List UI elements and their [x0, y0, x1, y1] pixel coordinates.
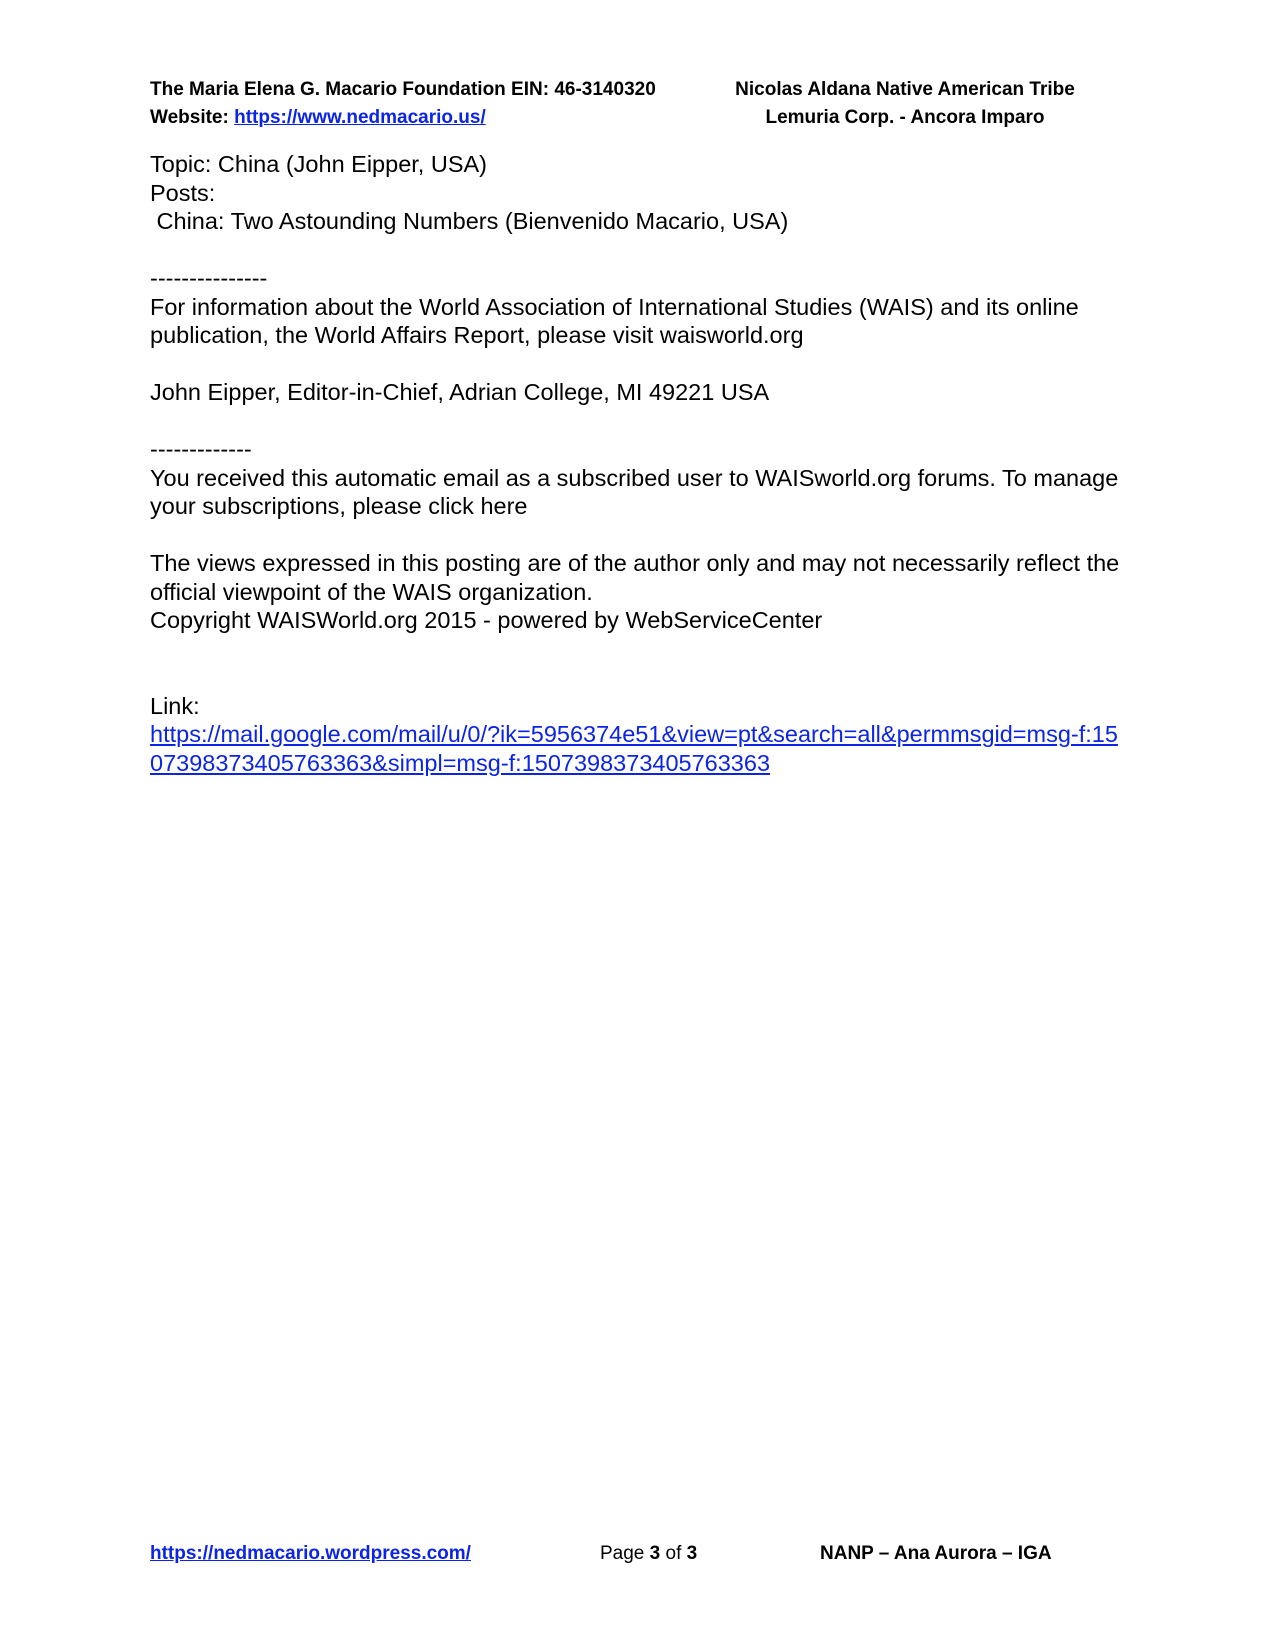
separator-1: ---------------: [150, 265, 268, 291]
website-line: [150, 104, 656, 132]
corp-line: Lemuria Corp. - Ancora Imparo: [765, 107, 1045, 128]
posts-label: Posts:: [150, 179, 216, 206]
document-body: [150, 150, 1125, 777]
page-of: of: [660, 1543, 687, 1564]
editor-line: John Eipper, Editor-in-Chief, Adrian College, MI 49221 USA: [150, 379, 770, 405]
header-right: [700, 76, 1110, 132]
tribe-line: Nicolas Aldana Native American Tribe: [735, 79, 1075, 100]
website-label: Website:: [150, 107, 235, 128]
copyright-line: Copyright WAISWorld.org 2015 - powered by WebServiceCenter: [150, 607, 823, 633]
topic-line: Topic: China (John Eipper, USA): [150, 151, 487, 177]
page-total: 3: [686, 1543, 698, 1564]
page-current: 3: [649, 1543, 661, 1564]
page-number: [600, 1540, 697, 1568]
footer-right: NANP – Ana Aurora – IGA: [820, 1543, 1052, 1564]
website-link[interactable]: https://www.nedmacario.us/: [234, 107, 486, 128]
page-prefix: Page: [600, 1543, 650, 1564]
footer-left: [150, 1540, 471, 1568]
post-item: China: Two Astounding Numbers (Bienvenido Macario, USA): [150, 208, 789, 234]
subscription-paragraph: You received this automatic email as a subscribed user to WAISworld.org forums. To manage your subscriptions, please click here: [150, 464, 1119, 519]
views-paragraph: The views expressed in this posting are of the author only and may not necessarily reflect the official viewpoint of the WAIS organization.: [150, 550, 1120, 605]
footer-wordpress-link[interactable]: https://nedmacario.wordpress.com/: [150, 1543, 471, 1564]
info-paragraph: For information about the World Association of International Studies (WAIS) and its online publication, the World Affairs Report, please visit waisworld.org: [150, 293, 1079, 348]
link-label: Link:: [150, 692, 200, 719]
header-left: [150, 76, 656, 132]
gmail-link[interactable]: https://mail.google.com/mail/u/0/?ik=5956374e51&view=pt&search=all&permmsgid=msg-f:1507398373405763363&simpl=msg-f:1507398373405763363: [150, 721, 1118, 776]
separator-2: -------------: [150, 436, 252, 462]
foundation-line: The Maria Elena G. Macario Foundation EIN: 46-3140320: [150, 79, 656, 100]
